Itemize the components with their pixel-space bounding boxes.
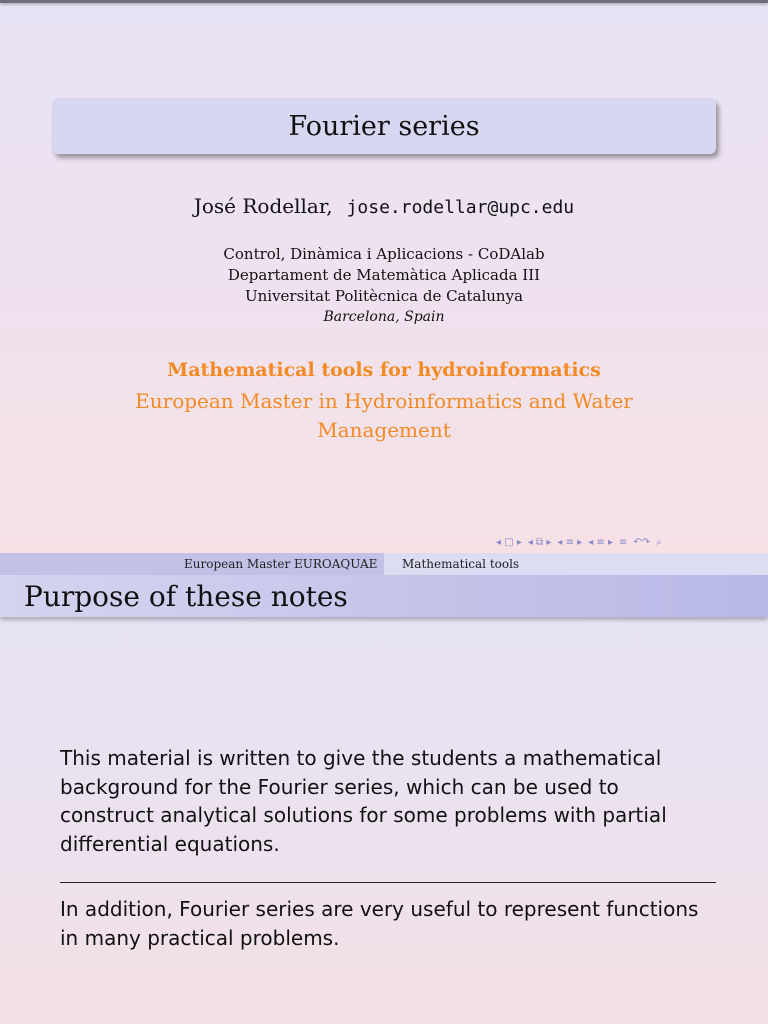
- location: Barcelona, Spain: [323, 309, 445, 325]
- nav-section-icon[interactable]: ◂ ≡ ▸: [557, 536, 583, 548]
- institution-line: Departament de Matemàtica Aplicada III: [227, 266, 541, 284]
- top-border: [0, 0, 768, 3]
- nav-subsection-list-icon[interactable]: ◂ ≡ ▸: [588, 536, 613, 548]
- institution-line: Control, Dinàmica i Aplicacions - CoDAlab: [223, 245, 545, 263]
- author-line: [0, 194, 768, 218]
- slide-title-box: [52, 98, 716, 154]
- frame-title-bar: [0, 575, 768, 617]
- header-left-label: European Master EUROAQUAE: [184, 557, 378, 571]
- nav-subsection-icon[interactable]: ◂ ⧉ ▸: [527, 536, 552, 548]
- course-title: Mathematical tools for hydroinformatics: [167, 359, 601, 381]
- paragraph-2: In addition, Fourier series are very useful to represent functions in many practical problems.: [60, 897, 699, 950]
- nav-frame-prev-icon[interactable]: ◂ □ ▸: [496, 536, 522, 548]
- institution-block: [0, 244, 768, 328]
- nav-toc-icon[interactable]: ≡: [618, 536, 628, 548]
- frame-title: Purpose of these notes: [24, 579, 348, 613]
- divider: [60, 882, 716, 883]
- beamer-navigation[interactable]: [496, 534, 766, 550]
- course-block: [0, 357, 768, 445]
- header-left[interactable]: [0, 553, 384, 575]
- nav-search-icon[interactable]: ⌕: [656, 536, 662, 548]
- nav-back-forward-icon[interactable]: ↶↷: [633, 536, 651, 548]
- header-bar: [0, 553, 768, 575]
- header-right-label: Mathematical tools: [402, 557, 520, 571]
- header-right[interactable]: [384, 553, 768, 575]
- author-email: jose.rodellar@upc.edu: [346, 197, 575, 218]
- institution-line: Universitat Politècnica de Catalunya: [244, 287, 524, 305]
- paragraph-1: This material is written to give the students a mathematical background for the Fourier series, which can be used to construct analytical solutions for some problems with partial differential equations.: [60, 746, 667, 856]
- course-subtitle: European Master in Hydroinformatics and Water Management: [135, 389, 633, 442]
- slide-title: Fourier series: [288, 110, 480, 142]
- author-name: José Rodellar,: [193, 194, 333, 218]
- content-slide: [0, 553, 768, 1024]
